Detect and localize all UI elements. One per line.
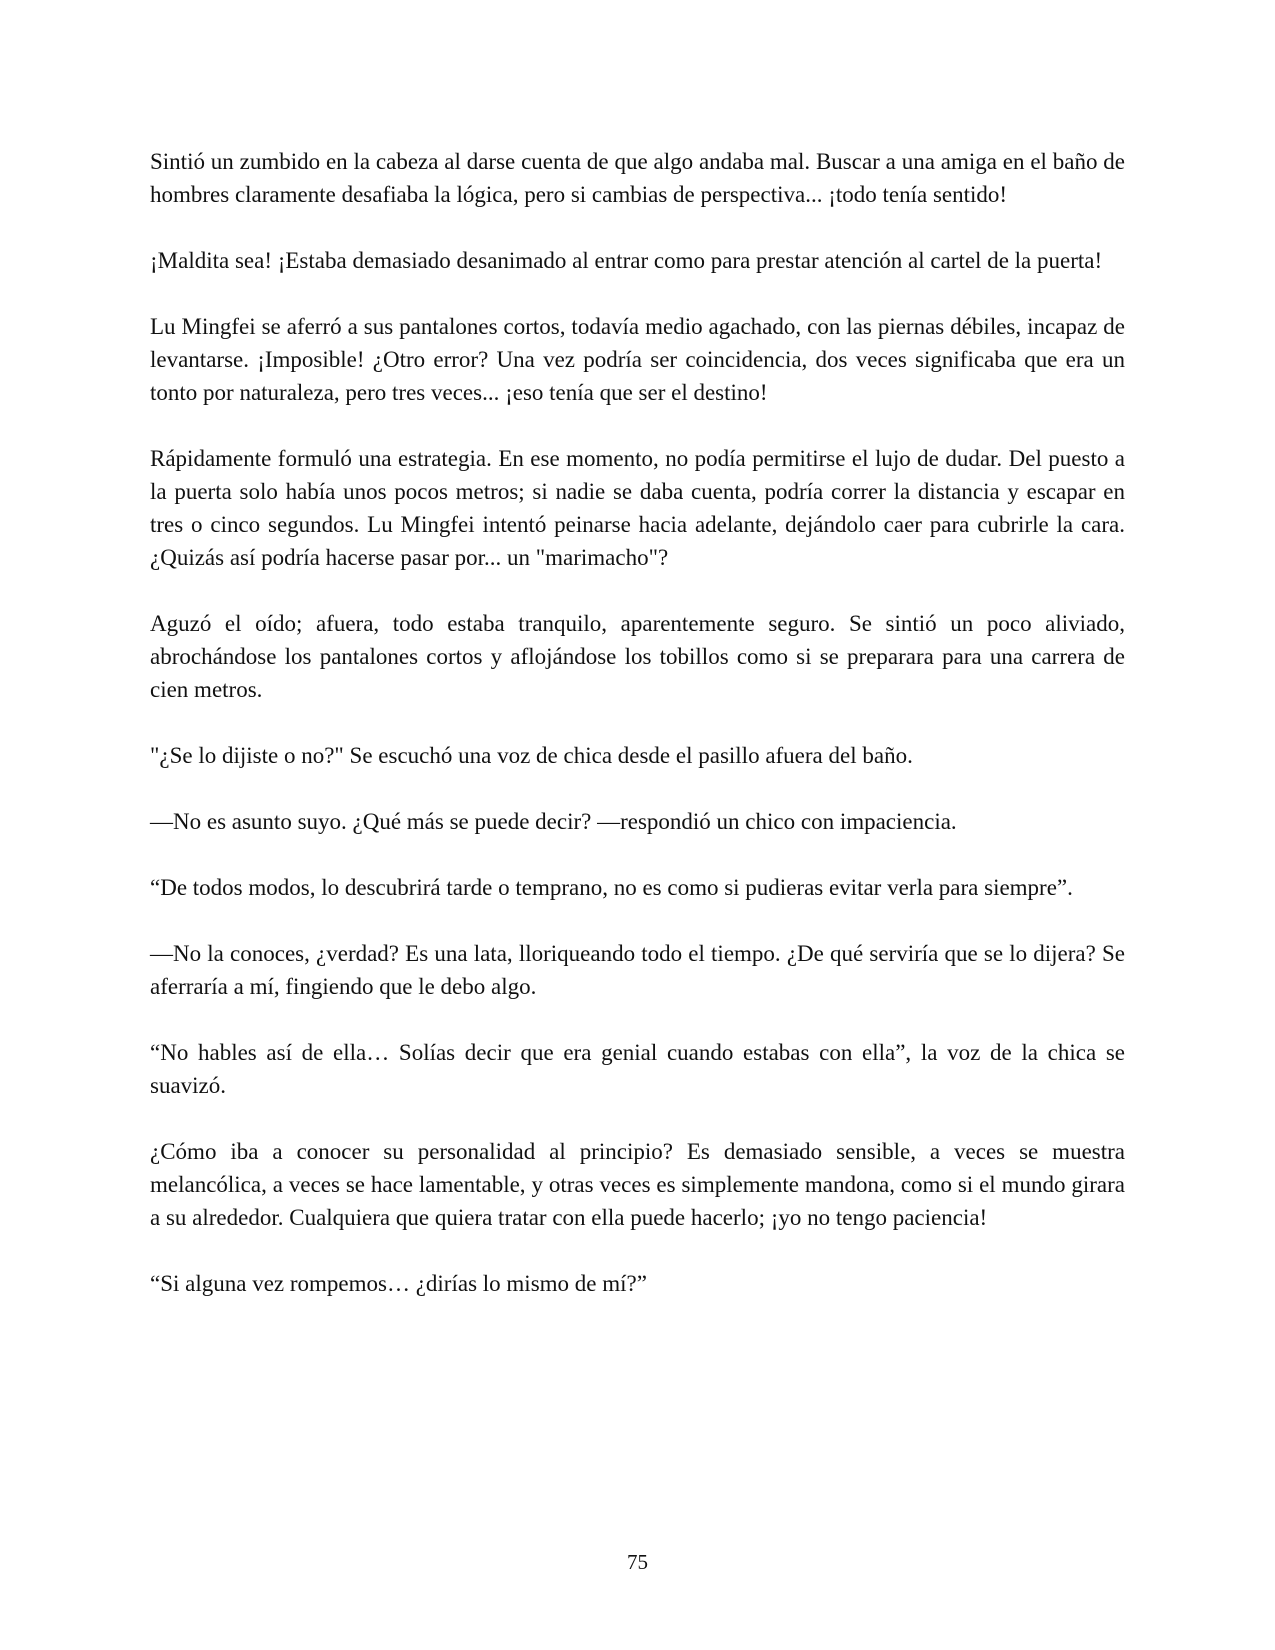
paragraph-2: ¡Maldita sea! ¡Estaba demasiado desanimado al entrar como para prestar atención al cartel de la puerta!	[150, 248, 1103, 273]
paragraph-7: —No es asunto suyo. ¿Qué más se puede decir? —respondió un chico con impaciencia.	[150, 809, 957, 834]
paragraph-9: —No la conoces, ¿verdad? Es una lata, lloriqueando todo el tiempo. ¿De qué serviría que se lo dijera? Se aferraría a mí, fingiendo que le debo algo.	[150, 941, 1125, 999]
paragraph-4: Rápidamente formuló una estrategia. En ese momento, no podía permitirse el lujo de dudar. Del puesto a la puerta solo había unos pocos metros; si nadie se daba cuenta, podría correr la distancia y escapar en tres o cinco segundos. Lu Mingfei intentó peinarse hacia adelante, dejándolo caer para cubrirle la cara. ¿Quizás así podría hacerse pasar por... un "marimacho"?	[150, 446, 1125, 570]
paragraph-8: “De todos modos, lo descubrirá tarde o temprano, no es como si pudieras evitar verla para siempre”.	[150, 875, 1073, 900]
paragraph-10: “No hables así de ella… Solías decir que era genial cuando estabas con ella”, la voz de la chica se suavizó.	[150, 1040, 1125, 1098]
paragraph-11: ¿Cómo iba a conocer su personalidad al principio? Es demasiado sensible, a veces se muestra melancólica, a veces se hace lamentable, y otras veces es simplemente mandona, como si el mundo girara a su alrededor. Cualquiera que quiera tratar con ella puede hacerlo; ¡yo no tengo paciencia!	[150, 1139, 1125, 1230]
page-number: 75	[627, 1550, 648, 1574]
body-text	[150, 145, 1125, 1333]
paragraph-6: "¿Se lo dijiste o no?" Se escuchó una voz de chica desde el pasillo afuera del baño.	[150, 743, 913, 768]
paragraph-3: Lu Mingfei se aferró a sus pantalones cortos, todavía medio agachado, con las piernas débiles, incapaz de levantarse. ¡Imposible! ¿Otro error? Una vez podría ser coincidencia, dos veces significaba que era un tonto por naturaleza, pero tres veces... ¡eso tenía que ser el destino!	[150, 314, 1125, 405]
paragraph-1: Sintió un zumbido en la cabeza al darse cuenta de que algo andaba mal. Buscar a una amiga en el baño de hombres claramente desafiaba la lógica, pero si cambias de perspectiva... ¡todo tenía sentido!	[150, 149, 1125, 207]
paragraph-5: Aguzó el oído; afuera, todo estaba tranquilo, aparentemente seguro. Se sintió un poco aliviado, abrochándose los pantalones cortos y aflojándose los tobillos como si se preparara para una carrera de cien metros.	[150, 611, 1125, 702]
paragraph-12: “Si alguna vez rompemos… ¿dirías lo mismo de mí?”	[150, 1271, 647, 1296]
